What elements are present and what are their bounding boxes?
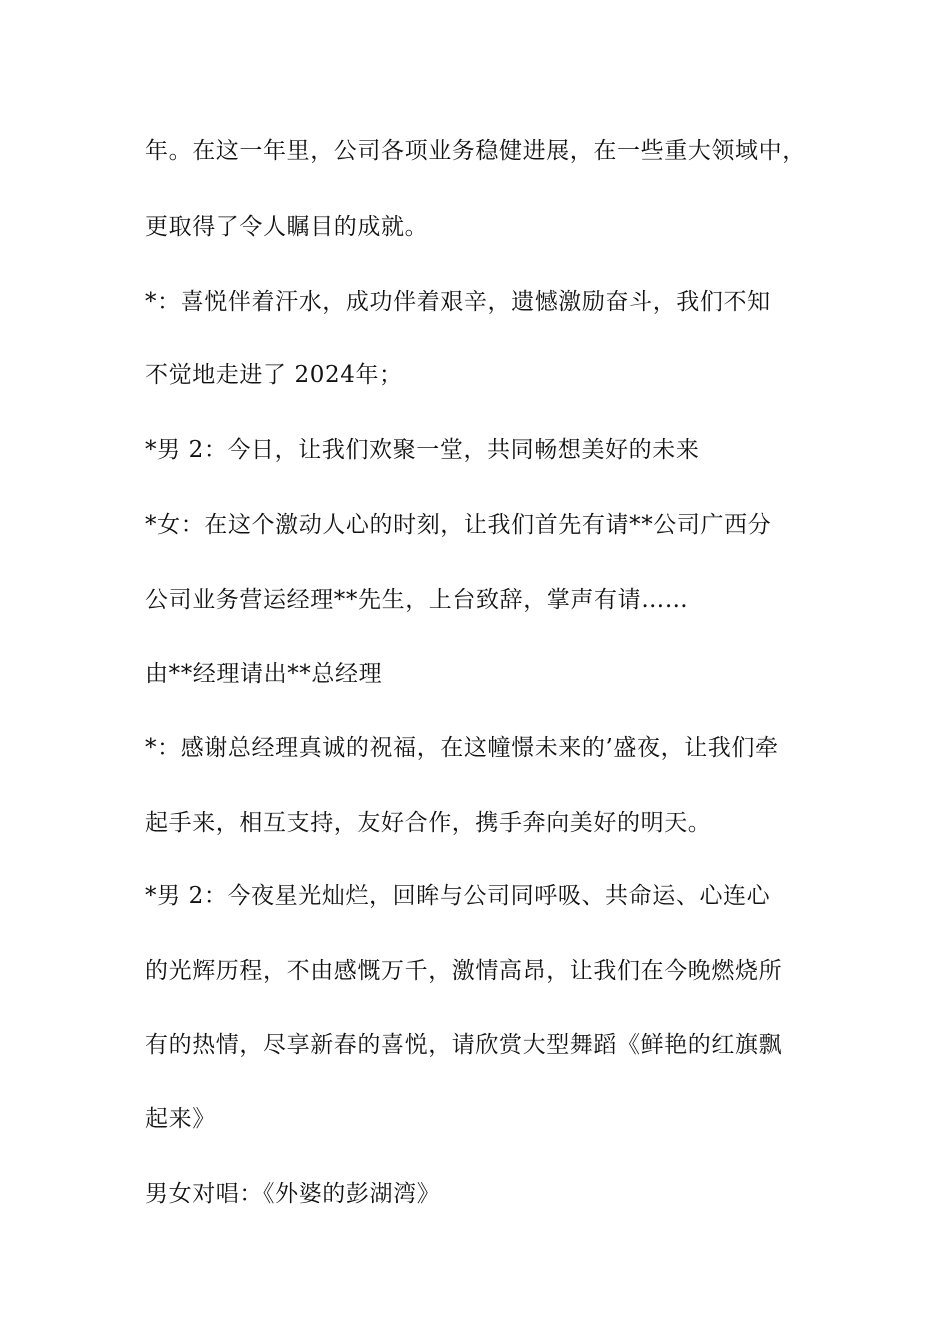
text-line: *：喜悦伴着汗水，成功伴着艰辛，遗憾激励奋斗，我们不知 [145, 289, 771, 315]
text-line: 起来》 [145, 1106, 216, 1132]
text-line: 更取得了令人瞩目的成就。 [145, 214, 429, 240]
text-line: 的光辉历程，不由感慨万千，激情高昂，让我们在今晚燃烧所 [145, 958, 783, 984]
text-line: 年。在这一年里，公司各项业务稳健进展，在一些重大领域中， [145, 138, 806, 164]
text-line: 有的热情，尽享新春的喜悦，请欣赏大型舞蹈《鲜艳的红旗飘 [145, 1032, 783, 1058]
text-line: 由**经理请出**总经理 [145, 661, 383, 687]
text-line: 公司业务营运经理**先生，上台致辞，掌声有请…… [145, 587, 689, 613]
text-line: 起手来，相互支持，友好合作，携手奔向美好的明天。 [145, 810, 712, 836]
text-line: *女：在这个激动人心的时刻，让我们首先有请**公司广西分 [145, 512, 772, 538]
text-line: *男 2：今夜星光灿烂，回眸与公司同呼吸、共命运、心连心 [145, 883, 771, 909]
text-line: 不觉地走进了 2024年； [145, 362, 403, 388]
text-line: 男女对唱：《外婆的彭湖湾》 [145, 1181, 441, 1207]
text-line: *男 2：今日，让我们欢聚一堂，共同畅想美好的未来 [145, 437, 700, 463]
text-line: *：感谢总经理真诚的祝福，在这幢憬未来的’盛夜，让我们牵 [145, 735, 779, 761]
